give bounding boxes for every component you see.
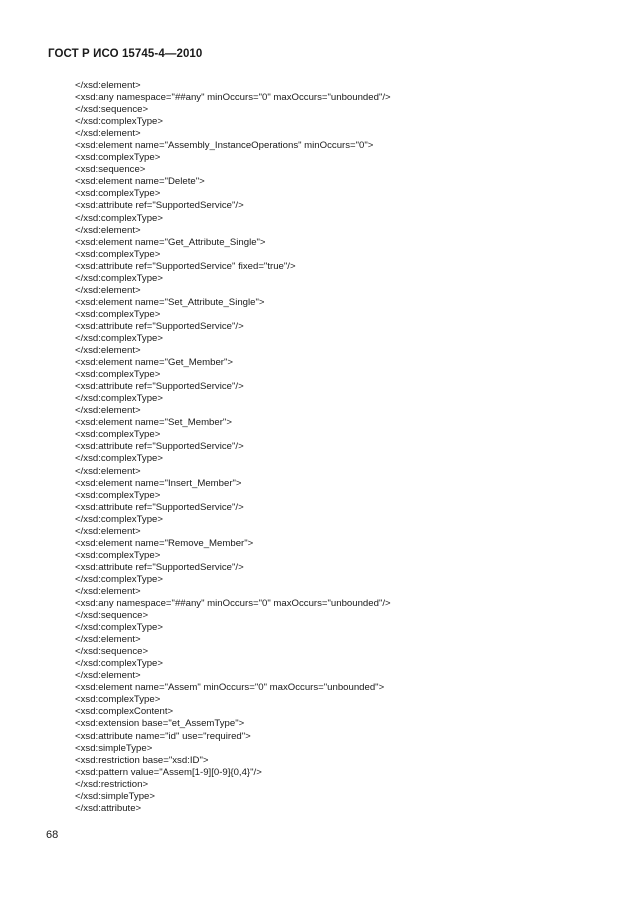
code-line: <xsd:complexType>	[75, 489, 161, 501]
code-line: <xsd:attribute ref="SupportedService" fixed="true"/>	[75, 260, 296, 272]
code-line: </xsd:complexType>	[75, 332, 163, 344]
code-line: </xsd:complexType>	[75, 573, 163, 585]
code-line: <xsd:simpleType>	[75, 742, 153, 754]
code-line: <xsd:attribute ref="SupportedService"/>	[75, 441, 244, 453]
code-line: </xsd:element>	[75, 405, 141, 417]
code-line: </xsd:element>	[75, 670, 141, 682]
code-line: <xsd:any namespace="##any" minOccurs="0" maxOccurs="unbounded"/>	[75, 598, 391, 610]
code-line: <xsd:any namespace="##any" minOccurs="0" maxOccurs="unbounded"/>	[75, 92, 391, 104]
code-line: </xsd:attribute>	[75, 802, 142, 814]
code-line: <xsd:element name="Insert_Member">	[75, 477, 242, 489]
document-header: ГОСТ Р ИСО 15745-4—2010	[48, 48, 203, 60]
code-line: </xsd:complexType>	[75, 658, 163, 670]
code-line: </xsd:complexType>	[75, 272, 163, 284]
page-number: 68	[46, 829, 59, 841]
code-line: <xsd:element name="Assem" minOccurs="0" maxOccurs="unbounded">	[75, 682, 385, 694]
code-line: </xsd:element>	[75, 525, 141, 537]
code-line: </xsd:element>	[75, 224, 141, 236]
code-line: <xsd:complexType>	[75, 248, 161, 260]
code-line: </xsd:element>	[75, 465, 141, 477]
code-line: <xsd:element name="Remove_Member">	[75, 537, 254, 549]
code-line: </xsd:complexType>	[75, 393, 163, 405]
code-line: </xsd:element>	[75, 284, 141, 296]
code-line: </xsd:element>	[75, 80, 141, 91]
code-line: <xsd:complexType>	[75, 152, 161, 164]
code-line: <xsd:sequence>	[75, 164, 146, 176]
code-line: </xsd:sequence>	[75, 104, 149, 116]
code-line: <xsd:complexType>	[75, 369, 161, 381]
code-line: <xsd:complexType>	[75, 549, 161, 561]
code-line: <xsd:complexType>	[75, 308, 161, 320]
code-line: <xsd:complexContent>	[75, 706, 174, 718]
code-line: <xsd:attribute ref="SupportedService"/>	[75, 381, 244, 393]
code-line: <xsd:element name="Set_Attribute_Single">	[75, 296, 265, 308]
code-line: </xsd:complexType>	[75, 116, 163, 128]
code-line: </xsd:complexType>	[75, 212, 163, 224]
code-line: <xsd:element name="Set_Member">	[75, 417, 232, 429]
code-line: </xsd:restriction>	[75, 778, 149, 790]
code-line: <xsd:element name="Assembly_InstanceOperations" minOccurs="0">	[75, 140, 374, 152]
code-line: </xsd:element>	[75, 345, 141, 357]
code-line: </xsd:sequence>	[75, 646, 149, 658]
code-line: <xsd:attribute name="id" use="required">	[75, 730, 251, 742]
code-line: <xsd:complexType>	[75, 429, 161, 441]
code-line: <xsd:restriction base="xsd:ID">	[75, 754, 209, 766]
code-line: <xsd:element name="Delete">	[75, 176, 205, 188]
code-line: </xsd:complexType>	[75, 622, 163, 634]
code-line: </xsd:complexType>	[75, 453, 163, 465]
code-line: <xsd:element name="Get_Member">	[75, 357, 233, 369]
code-line: <xsd:extension base="et_AssemType">	[75, 718, 245, 730]
xsd-code-listing	[75, 80, 391, 815]
code-line: </xsd:element>	[75, 634, 141, 646]
code-line: </xsd:element>	[75, 585, 141, 597]
code-line: </xsd:complexType>	[75, 513, 163, 525]
code-line: <xsd:attribute ref="SupportedService"/>	[75, 501, 244, 513]
code-line: <xsd:element name="Get_Attribute_Single">	[75, 236, 266, 248]
code-line: </xsd:sequence>	[75, 610, 149, 622]
code-line: </xsd:simpleType>	[75, 790, 155, 802]
code-line: </xsd:element>	[75, 128, 141, 140]
code-line: <xsd:attribute ref="SupportedService"/>	[75, 200, 244, 212]
code-line: <xsd:pattern value="Assem[1-9][0-9]{0,4}"/>	[75, 766, 262, 778]
code-line: <xsd:attribute ref="SupportedService"/>	[75, 320, 244, 332]
code-line: <xsd:complexType>	[75, 694, 161, 706]
code-line: <xsd:complexType>	[75, 188, 161, 200]
code-line: <xsd:attribute ref="SupportedService"/>	[75, 561, 244, 573]
